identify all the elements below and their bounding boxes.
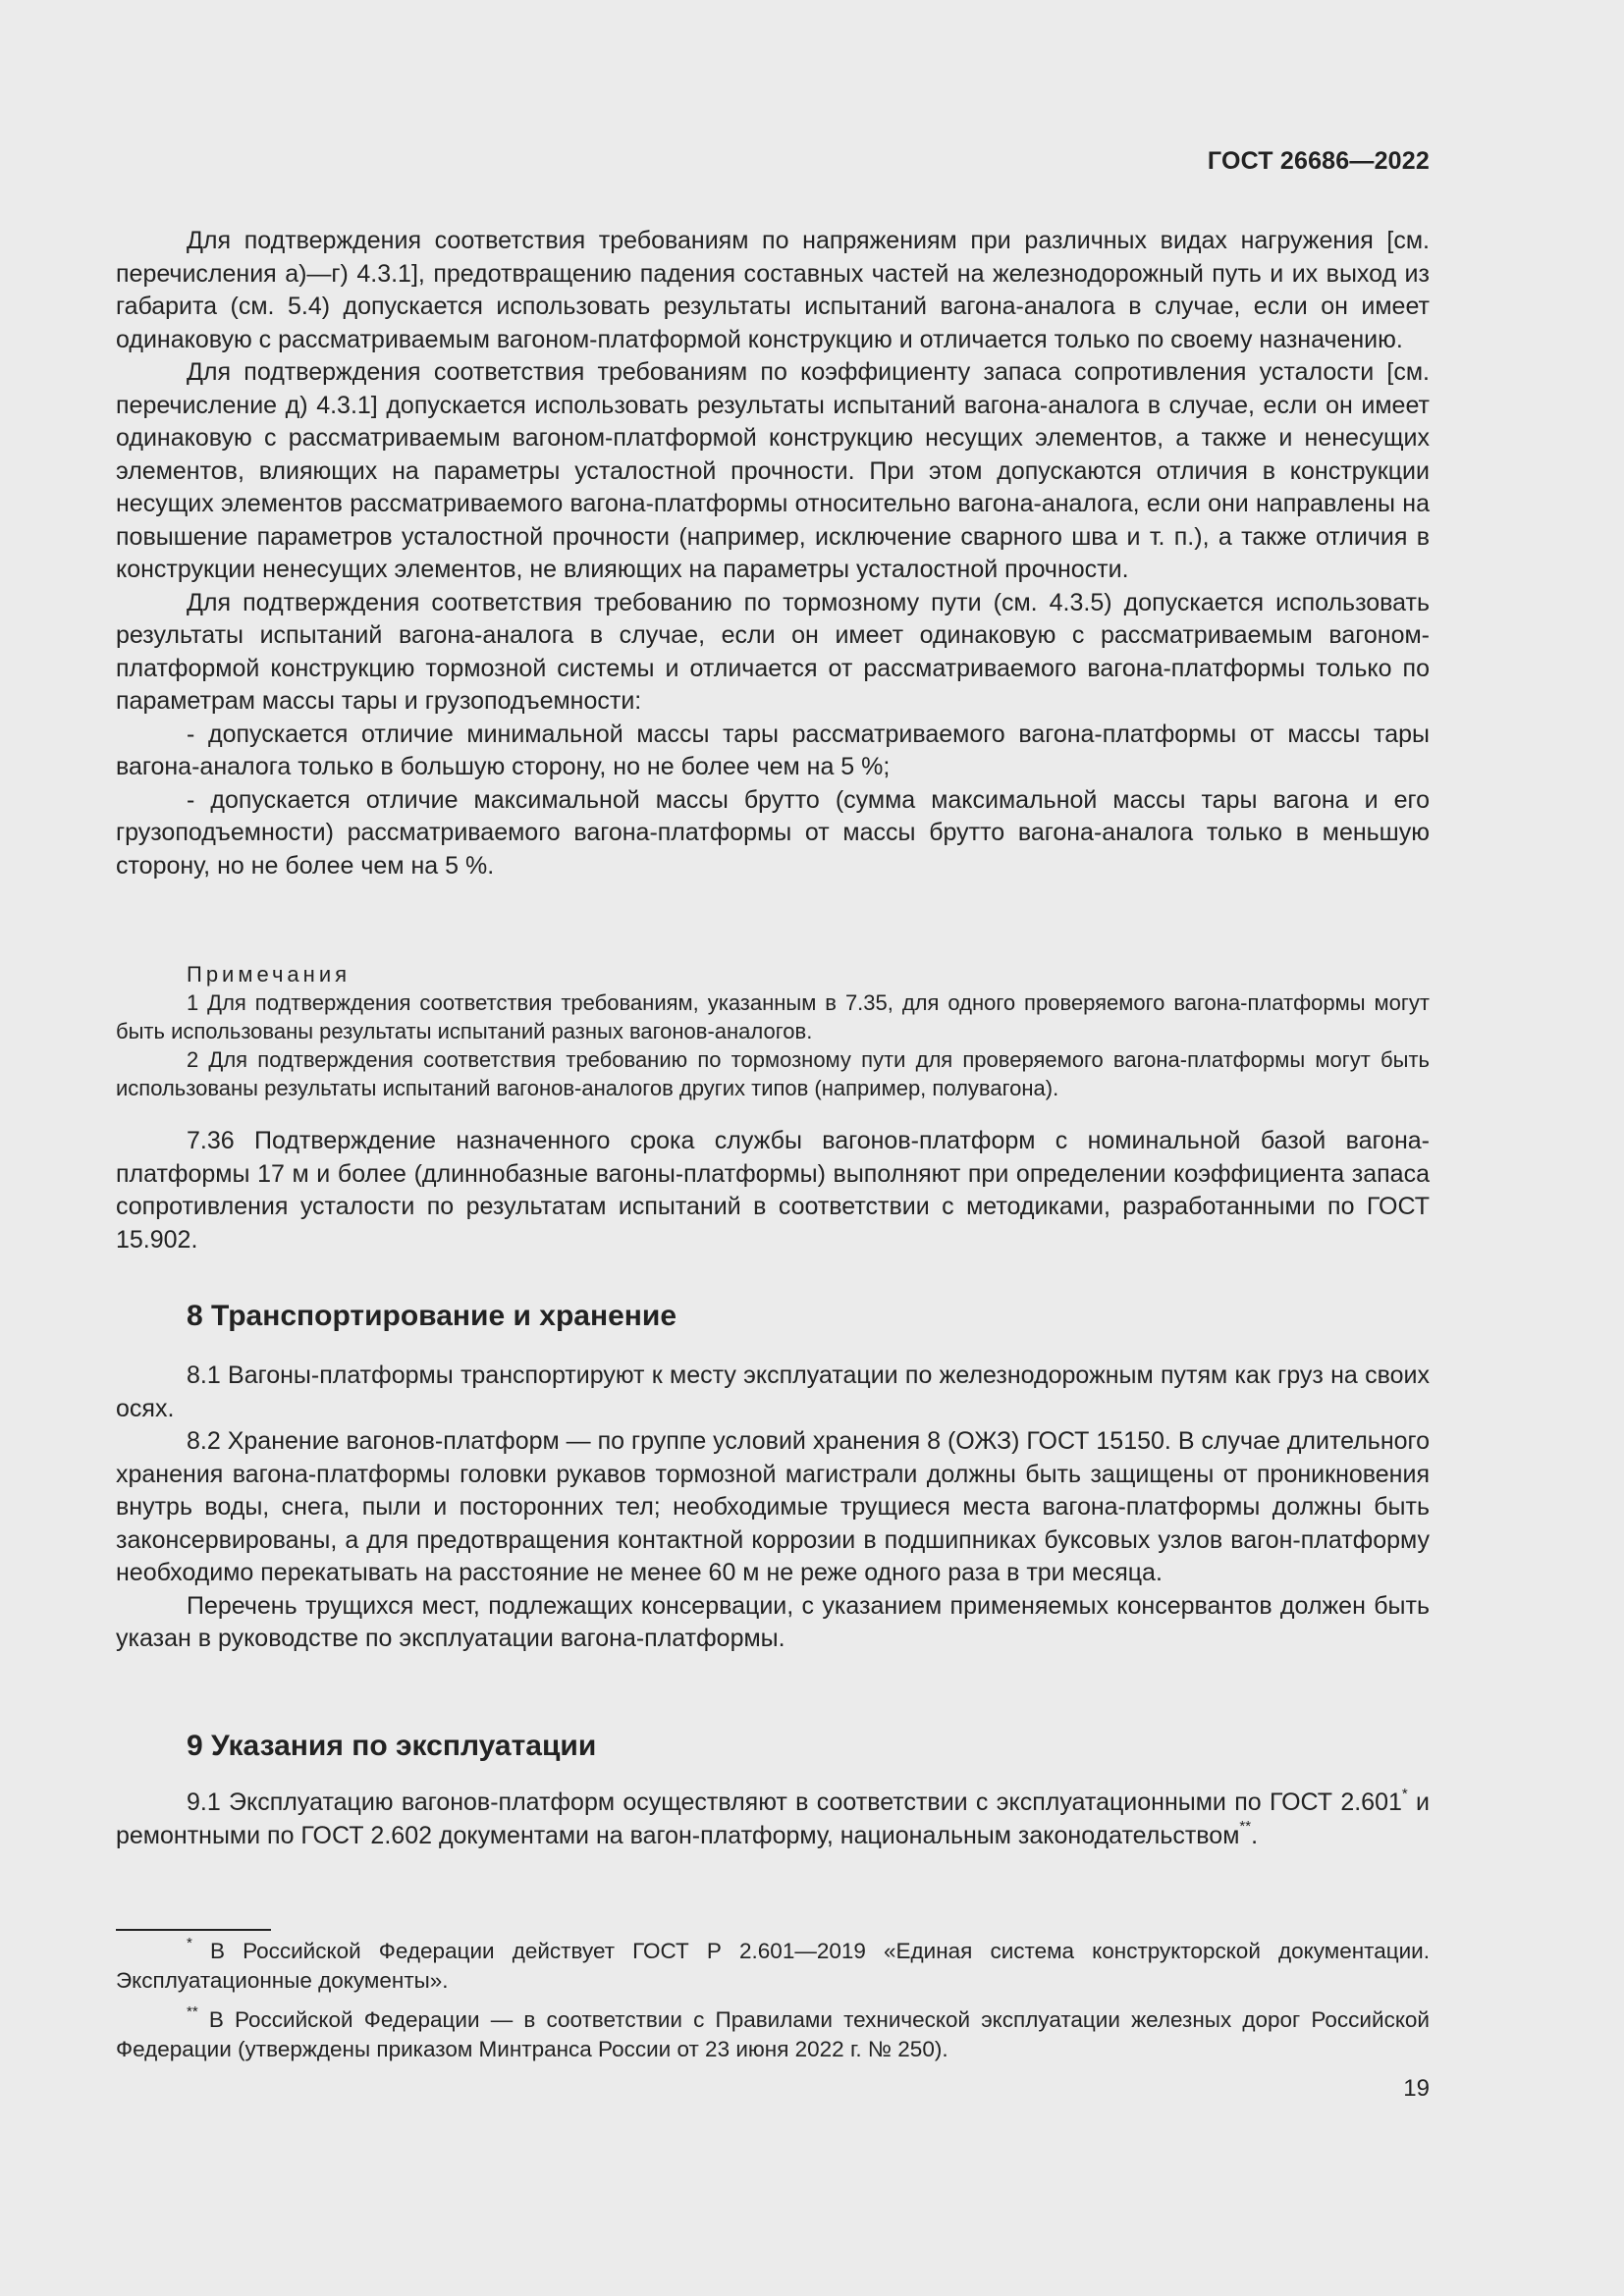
clause-9-1-part-a: 9.1 Эксплуатацию вагонов-платформ осуществляют в соответствии с эксплуатационными по ГОСТ 2.601 (187, 1789, 1402, 1816)
clause-9-1 (116, 1787, 1430, 1852)
page-number: 19 (1403, 2075, 1430, 2102)
document-code-header: ГОСТ 26686—2022 (1207, 147, 1430, 175)
main-text-block (116, 225, 1430, 882)
footnote-1 (116, 1934, 1430, 1996)
note-item-2: 2 Для подтверждения соответствия требованию по тормозному пути для проверяемого вагона-платформы могут быть использованы результаты испытаний вагонов-аналогов других типов (например, полувагона). (116, 1047, 1430, 1100)
notes-block (116, 960, 1430, 1102)
clause-9-1-part-b: и ремонтными по ГОСТ 2.602 документами на вагон-платформу, национальным законодательством (116, 1789, 1430, 1849)
clause-8-1: 8.1 Вагоны-платформы транспортируют к месту эксплуатации по железнодорожным путям как груз на своих осях. (116, 1362, 1430, 1422)
note-item-1: 1 Для подтверждения соответствия требованиям, указанным в 7.35, для одного проверяемого вагона-платформы могут быть использованы результаты испытаний разных вагонов-аналогов. (116, 990, 1430, 1043)
section-9-text (116, 1787, 1430, 1852)
section-8-heading-wrap (116, 1297, 1430, 1336)
clause-7-36-block (116, 1125, 1430, 1256)
section-8-heading: 8 Транспортирование и хранение (187, 1300, 677, 1332)
dash-item-gross-mass: - допускается отличие максимальной массы брутто (сумма максимальной массы тары вагона и его грузоподъемности) рассматриваемого вагона-платформы от массы брутто вагона-аналога только в меньшую сторону, но не более чем на 5 %. (116, 785, 1430, 880)
footnote-1-mark: * (187, 1934, 192, 1951)
clause-9-1-part-c: . (1251, 1821, 1259, 1849)
section-8-text (116, 1360, 1430, 1656)
dash-item-tare-mass: - допускается отличие минимальной массы тары рассматриваемого вагона-платформы от массы тары вагона-аналога только в большую сторону, но не более чем на 5 %; (116, 720, 1430, 780)
footnote-2 (116, 2002, 1430, 2064)
section-9-heading-wrap (116, 1727, 1430, 1766)
footnote-separator (116, 1929, 271, 1931)
paragraph-fatigue-confirmation: Для подтверждения соответствия требованиям по коэффициенту запаса сопротивления усталости [см. перечисление д) 4.3.1] допускается использовать результаты испытаний вагона-аналога в случае, если он имеет одинаковую с рассматриваемым вагоном-платформой конструкцию несущих элементов, а также и ненесущих элементов, влияющих на параметры усталостной прочности. При этом допускаются отличия в конструкции несущих элементов рассматриваемого вагона-платформы относительно вагона-аналога, если они направлены на повышение параметров усталостной прочности (например, исключение сварного шва и т. п.), а также отличия в конструкции ненесущих элементов, не влияющих на параметры усталостной прочности. (116, 358, 1430, 583)
footnote-ref-2: ** (1239, 1818, 1252, 1836)
notes-title: Примечания (187, 962, 352, 987)
footnote-2-mark: ** (187, 2002, 198, 2020)
clause-8-2-lubrication: Перечень трущихся мест, подлежащих консервации, с указанием применяемых консервантов должен быть указан в руководстве по эксплуатации вагона-платформы. (116, 1591, 1430, 1652)
clause-8-2: 8.2 Хранение вагонов-платформ — по группе условий хранения 8 (ОЖЗ) ГОСТ 15150. В случае длительного хранения вагона-платформы головки рукавов тормозной магистрали должны быть защищены от проникновения внутрь воды, снега, пыли и посторонних тел; необходимые трущиеся места вагона-платформы должны быть законсервированы, а для предотвращения контактной коррозии в подшипниках буксовых узлов вагон-платформу необходимо перекатывать на расстояние не менее 60 м не реже одного раза в три месяца. (116, 1427, 1430, 1586)
paragraph-braking-confirmation: Для подтверждения соответствия требованию по тормозному пути (см. 4.3.5) допускается использовать результаты испытаний вагона-аналога в случае, если он имеет одинаковую с рассматриваемым вагоном-платформой конструкцию тормозной системы и отличается от рассматриваемого вагона-платформы только по параметрам массы тары и грузоподъемности: (116, 588, 1430, 715)
paragraph-stress-confirmation: Для подтверждения соответствия требованиям по напряжениям при различных видах нагружения [см. перечисления а)—г) 4.3.1], предотвращению падения составных частей на железнодорожный путь и их выход из габарита (см. 5.4) допускается использовать результаты испытаний вагона-аналога в случае, если он имеет одинаковую с рассматриваемым вагоном-платформой конструкцию и отличается только по своему назначению. (116, 227, 1430, 353)
section-9-heading: 9 Указания по эксплуатации (187, 1730, 597, 1762)
footnote-ref-1: * (1401, 1785, 1408, 1802)
footnotes-block (116, 1934, 1430, 2064)
clause-7-36: 7.36 Подтверждение назначенного срока службы вагонов-платформ с номинальной базой вагона-платформы 17 м и более (длиннобазные вагоны-платформы) выполняют при определении коэффициента запаса сопротивления усталости по результатам испытаний в соответствии с методиками, разработанными по ГОСТ 15.902. (116, 1127, 1430, 1254)
footnote-1-text: В Российской Федерации действует ГОСТ Р 2.601—2019 «Единая система конструкторской документации. Эксплуатационные документы». (116, 1939, 1430, 1993)
footnote-2-text: В Российской Федерации — в соответствии с Правилами технической эксплуатации железных дорог Российской Федерации (утверждены приказом Минтранса России от 23 июня 2022 г. № 250). (116, 2007, 1430, 2061)
